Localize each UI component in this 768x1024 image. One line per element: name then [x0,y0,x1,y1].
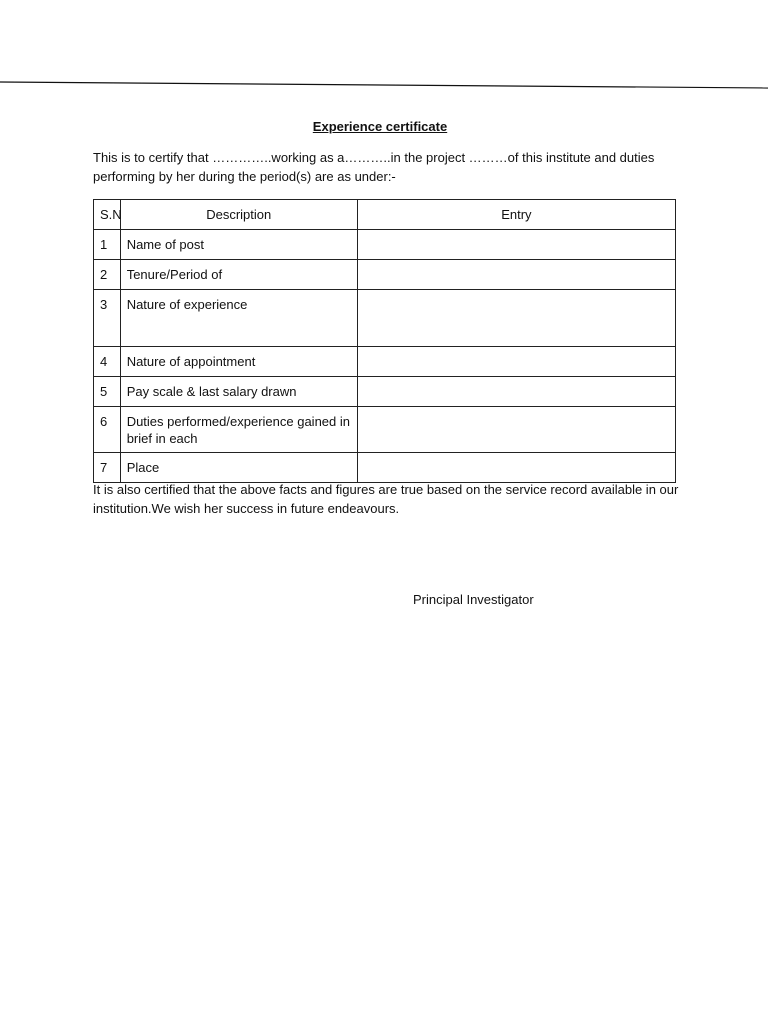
certificate-title: Experience certificate [312,119,448,134]
row-sn: 5 [94,377,121,407]
row-sn: 6 [94,407,121,453]
table-row [94,407,676,453]
row-entry [357,290,675,347]
row-sn: 4 [94,347,121,377]
row-description: Name of post [120,230,357,260]
row-entry [357,453,675,483]
row-entry [357,377,675,407]
top-divider-line [0,79,768,91]
row-sn: 2 [94,260,121,290]
table-row [94,230,676,260]
row-sn: 7 [94,453,121,483]
signatory-title: Principal Investigator [413,592,534,607]
table-header-row [94,200,676,230]
header-sn: S.N [94,200,121,230]
row-description: Tenure/Period of [120,260,357,290]
row-description: Pay scale & last salary drawn [120,377,357,407]
row-description: Nature of appointment [120,347,357,377]
table-row [94,290,676,347]
intro-paragraph: This is to certify that …………..working as a………..in the project ………of this institute and duties performing by her during the period(s) are as under:- [93,150,655,184]
header-entry: Entry [357,200,675,230]
row-description: Duties performed/experience gained in brief in each [120,407,357,453]
table-row [94,453,676,483]
header-description: Description [120,200,357,230]
closing-paragraph: It is also certified that the above facts and figures are true based on the service record available in our institution.We wish her success in future endeavours. [93,482,679,516]
details-table [93,199,676,483]
table-row [94,260,676,290]
row-description: Place [120,453,357,483]
row-entry [357,407,675,453]
table-row [94,377,676,407]
table-row [94,347,676,377]
row-entry [357,260,675,290]
row-sn: 3 [94,290,121,347]
row-entry [357,347,675,377]
row-description: Nature of experience [120,290,357,347]
row-entry [357,230,675,260]
row-sn: 1 [94,230,121,260]
